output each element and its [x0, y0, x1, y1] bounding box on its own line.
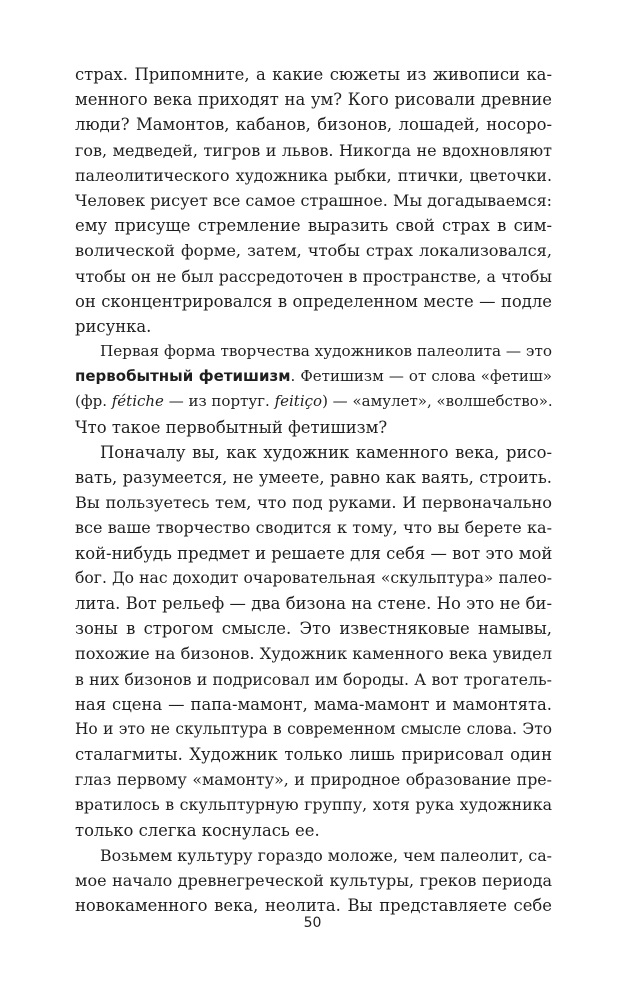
- text-line: Что такое первобытный фетишизм?: [75, 417, 388, 437]
- page-number: 50: [303, 915, 322, 931]
- bold-term: первобытный фетишизм: [75, 367, 291, 386]
- text-line: лита. Вот рельеф — два бизона на стене. Но это не би-: [75, 593, 552, 613]
- text-line: мое начало древнегреческой культуры, греков периода: [75, 871, 552, 890]
- text-segment: — из португ.: [163, 392, 275, 411]
- page-body: [75, 62, 552, 918]
- text-line: бог. До нас доходит очаровательная «скульптура» палео-: [75, 568, 552, 587]
- text-line: [75, 339, 552, 364]
- text-line: палеолитического художника рыбки, птички, цветочки.: [75, 165, 552, 185]
- text-line: ная сцена — папа-мамонт, мама-мамонт и мамонтята.: [75, 694, 552, 714]
- text-line: вать, разумеется, не умеете, равно как ваять, строить.: [75, 468, 552, 487]
- text-line: ему присуще стремление выразить свой страх в сим-: [75, 216, 552, 236]
- text-line: гов, медведей, тигров и львов. Никогда не вдохновляют: [75, 140, 552, 160]
- text-segment: ) — «амулет», «волшебство».: [322, 392, 553, 411]
- text-line: похожие на бизонов. Художник каменного века увидел: [75, 644, 552, 664]
- text-line: менного века приходят на ум? Кого рисовали древние: [75, 90, 552, 110]
- text-line: вратилось в скульптурную группу, хотя рука художника: [75, 795, 552, 815]
- text-line: волической форме, затем, чтобы страх локализовался,: [75, 241, 552, 261]
- text-line: только слегка коснулась ее.: [75, 820, 320, 840]
- text-line: Вы пользуетесь тем, что под руками. И первоначально: [75, 493, 552, 513]
- text-segment: . Фетишизм — от слова «фетиш»: [290, 367, 552, 386]
- text-line: люди? Мамонтов, кабанов, бизонов, лошадей, носоро-: [75, 115, 552, 135]
- text-segment: Первая форма творчества художников палеолита — это: [100, 342, 552, 361]
- text-line: он сконцентрировался в определенном месте — подле: [75, 291, 552, 311]
- text-line: глаз первому «мамонту», и природное образование пре-: [75, 770, 552, 790]
- text-line: чтобы он не был рассредоточен в пространстве, а чтобы: [75, 266, 552, 286]
- text-line: в них бизонов и подрисовал им бороды. А вот трогатель-: [75, 669, 552, 689]
- text-segment: (фр.: [75, 392, 112, 411]
- text-line: зоны в строгом смысле. Это известняковые намывы,: [75, 619, 552, 639]
- text-line: Но и это не скульптура в современном смысле слова. Это: [75, 719, 552, 738]
- text-line: [75, 364, 552, 389]
- text-line: Возьмем культуру гораздо моложе, чем палеолит, са-: [100, 845, 552, 865]
- text-line: Поначалу вы, как художник каменного века, рисо-: [100, 442, 552, 462]
- text-line: кой-нибудь предмет и решаете для себя — вот это мой: [75, 543, 553, 563]
- italic-term: feitiço: [274, 392, 323, 411]
- text-line: Человек рисует все самое страшное. Мы догадываемся:: [75, 190, 553, 210]
- text-line: [75, 389, 552, 414]
- text-line: новокаменного века, неолита. Вы представляете себе: [75, 896, 552, 916]
- text-line: сталагмиты. Художник только лишь пририсовал один: [75, 745, 552, 765]
- text-line: страх. Припомните, а какие сюжеты из живописи ка-: [75, 65, 552, 84]
- italic-term: fétiche: [111, 392, 164, 411]
- text-line: рисунка.: [75, 316, 152, 336]
- text-line: все ваше творчество сводится к тому, что вы берете ка-: [75, 518, 552, 538]
